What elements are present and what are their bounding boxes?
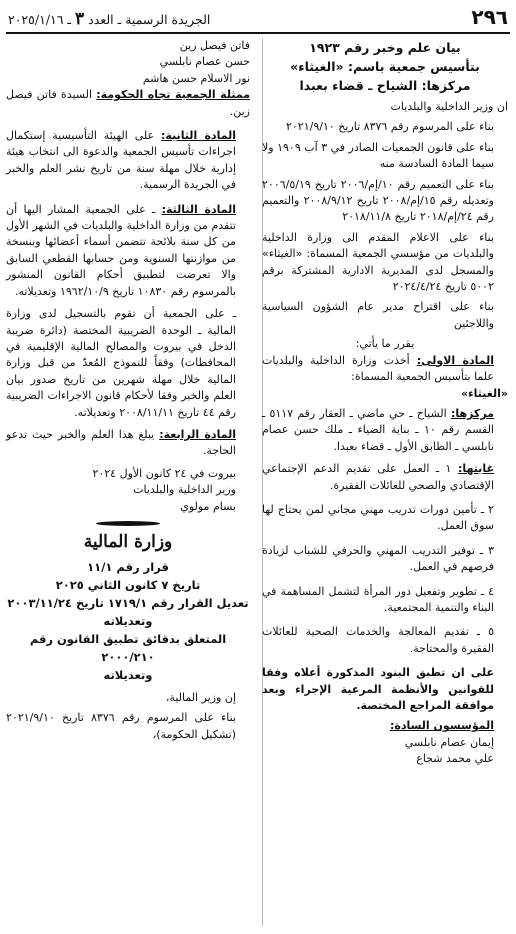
- preamble-circular: بناء على التعميم رقم ١٠/إم/٢٠٠٦ تاريخ ٢٠٠٦/٥/١٩ وتعديله رقم ١٥/إم/٢٠٠٨ تاريخ ٢٠٠٨/٩/١٢ والتعميم رقم ٢٤/إم/٢٠١٨ تاريخ ٢٠١٨/١١/٨: [262, 177, 494, 224]
- preamble-notification: بناء على الاعلام المقدم الى وزارة الداخلية والبلديات من مؤسسي الجمعية المسماة: «الغيثاء» والمسجل لدى المديرية الادارية المشتركة برقم ٥٠٠٢ تاريخ ٢٠٢٤/٤/٢٤: [262, 230, 494, 294]
- notice-subtitle: بتأسيس جمعية باسم: «الغيثاء»: [290, 59, 480, 74]
- minister-title: وزير الداخلية والبلديات: [133, 483, 236, 497]
- section-separator: [96, 521, 160, 526]
- article-3: [6, 202, 250, 300]
- opening-line: ان وزير الداخلية والبلديات: [390, 100, 508, 113]
- article-2: [6, 128, 250, 194]
- goals-item-4: ٤ ـ تطوير وتفعيل دور المرأة لتشمل المساهمة في البناء والتنمية المجتمعية.: [262, 584, 494, 614]
- founder-1: إيمان عصام نابلسي: [404, 735, 494, 749]
- article-3-label: المادة الثالثة:: [161, 202, 236, 216]
- decision-date: تاريخ ٧ كانون الثاني ٢٠٢٥: [55, 577, 201, 592]
- goals-item-1-text: ١ ـ العمل على تقديم الدعم الإجتماعي الإقتصادي والصحي للعائلات الفقيرة.: [262, 462, 494, 492]
- right-column: [262, 38, 508, 934]
- left-column: [6, 38, 250, 934]
- page-number: ٢٩٦: [471, 5, 508, 29]
- related-law-line-2: وتعديلاته: [103, 667, 153, 682]
- founder-2: علي محمد شجاع: [416, 752, 494, 766]
- page-header: [6, 4, 510, 34]
- related-law-line-1: المتعلق بدقائق تطبيق القانون رقم ٢٠٠٠/٢١٠: [29, 631, 227, 664]
- date-line: بيروت في ٢٤ كانون الأول ٢٠٢٤: [92, 466, 236, 480]
- publication-line: [8, 9, 210, 29]
- founder-5: نور الاسلام حسن هاشم: [142, 71, 250, 85]
- goals-item-3: ٣ ـ توفير التدريب المهني والحرفي للشباب لزيادة فرصهم في العمل.: [262, 543, 494, 574]
- publication-suffix: ـ ٢٠٢٥/١/١٦: [8, 12, 72, 27]
- article-1: [262, 353, 508, 386]
- article-1-text: أخذت وزارة الداخلية والبلديات علما بتأسيس الجمعية المسماة:: [262, 353, 494, 384]
- article-2-text: على الهيئة التأسيسية إستكمال اجراءات تأسيس الجمعية والدعوة الى انتخاب هيئة إدارية خلال مهلة سنة من تاريخ نشر العلم والخبر في الجريدة الرسمية.: [6, 129, 236, 192]
- headquarters-text: الشياح ـ حي ماضي ـ العقار رقم ٥١١٧ ـ القسم رقم ١٠ ـ بناية الضياء ـ ملك حسن عصام نابلسي ـ الطابق الأول ـ قضاء بعبدا.: [262, 406, 494, 453]
- article-2-label: المادة الثانية:: [161, 129, 236, 143]
- preamble-decree: بناء على المرسوم رقم ٨٣٧٦ تاريخ ٢٠٢١/٩/١٠: [285, 120, 494, 134]
- article-3-tax: ـ على الجمعية أن تقوم بالتسجيل لدى وزارة المالية ـ الوحدة الضريبية المختصة (دائرة ضريبة الدخل في بيروت والمصالح المالية الإقليمية في المحافظات) وفقاً للنموذج المُعدّ من قبل وزارة المالية خلال مهلة شهرين من تاريخ صدور بيان العلم والخبر وفقا لأحكام قانون الاجراءات الضريبية رقم ٤٤ تاريخ ٢٠٠٨/١١/١١ وتعديلاته.: [6, 307, 236, 419]
- headquarters-label: مركزها:: [450, 406, 494, 420]
- notice-location: مركزها: الشياح ـ قضاء بعبدا: [299, 78, 471, 93]
- issue-number: ٣: [75, 9, 85, 29]
- publication-prefix: الجريدة الرسمية ـ العدد: [88, 12, 211, 27]
- condition-paragraph: على ان تطبق البنود المذكورة أعلاه وفقا للقوانين والأنظمة المرعية الإجراء وبعد موافقة المراجع المختصة.: [262, 666, 494, 712]
- article-4: [6, 427, 250, 460]
- founder-4: حسن عصام نابلسي: [159, 55, 250, 69]
- government-representative: [6, 87, 250, 120]
- ministry-heading: وزارة المالية: [83, 531, 173, 552]
- association-name: «الغيثاء»: [460, 386, 508, 400]
- article-4-text: يبلغ هذا العلم والخبر حيث تدعو الحاجة.: [6, 427, 236, 458]
- representative-label: ممثلة الجمعية تجاه الحكومة:: [96, 88, 251, 102]
- headquarters: [262, 406, 508, 455]
- preamble-law: بناء على قانون الجمعيات الصادر في ٣ آب ١٩٠٩ ولا سيما المادة السادسة منه: [262, 140, 495, 171]
- goals-label: غايتها:: [457, 462, 494, 476]
- finance-opening: إن وزير المالية،: [165, 690, 236, 704]
- goals-item-1: [262, 461, 508, 494]
- article-3-text: ـ على الجمعية المشار اليها أن تتقدم من وزارة الداخلية والبلديات في الشهر الأول من كل سنة بلائحة تتضمن أسماء أعضائها وبنسخة من موازنتها السنوية ومن حسابها القطعي السابق والا تعرضت لتطبيق أحكام القانون المنشور بالمرسوم رقم ١٠٨٣٠ تاريخ ١٩٦٢/١٠/٩ وتعديلاته.: [6, 202, 236, 298]
- decides-line: يقرر ما يأتي:: [355, 337, 415, 351]
- founders-label: المؤسسون السادة:: [389, 719, 494, 733]
- founder-3: فاتن فيصل زين: [179, 39, 250, 52]
- finance-preamble-1: بناء على المرسوم رقم ٨٣٧٦ تاريخ ٢٠٢١/٩/١٠ (تشكيل الحكومة)،: [6, 711, 236, 741]
- goals-item-2: ٢ ـ تأمين دورات تدريب مهني مجاني لمن يحتاج لها سوق العمل.: [262, 502, 494, 533]
- decision-number: قرار رقم ١١/١: [87, 559, 169, 574]
- article-1-label: المادة الاولى:: [416, 353, 494, 367]
- amendment-line-2: وتعديلاته: [103, 613, 153, 628]
- article-4-label: المادة الرابعة:: [159, 427, 236, 441]
- amendment-line-1: تعديل القرار رقم ١٧١٩/١ تاريخ ٢٠٠٣/١١/٢٤: [7, 595, 249, 610]
- goals-item-5: ٥ ـ تقديم المعالجة والخدمات الصحية للعائلات الفقيرة والمحتاجة.: [262, 625, 494, 655]
- notice-title: بيان علم وخبر رقم ١٩٢٣: [309, 40, 461, 55]
- minister-name: بسام مولوي: [180, 499, 236, 513]
- representative-text: السيدة فاتن فيصل زين.: [6, 88, 250, 118]
- preamble-proposal: بناء على اقتراح مدير عام الشؤون السياسية واللاجئين: [262, 300, 494, 330]
